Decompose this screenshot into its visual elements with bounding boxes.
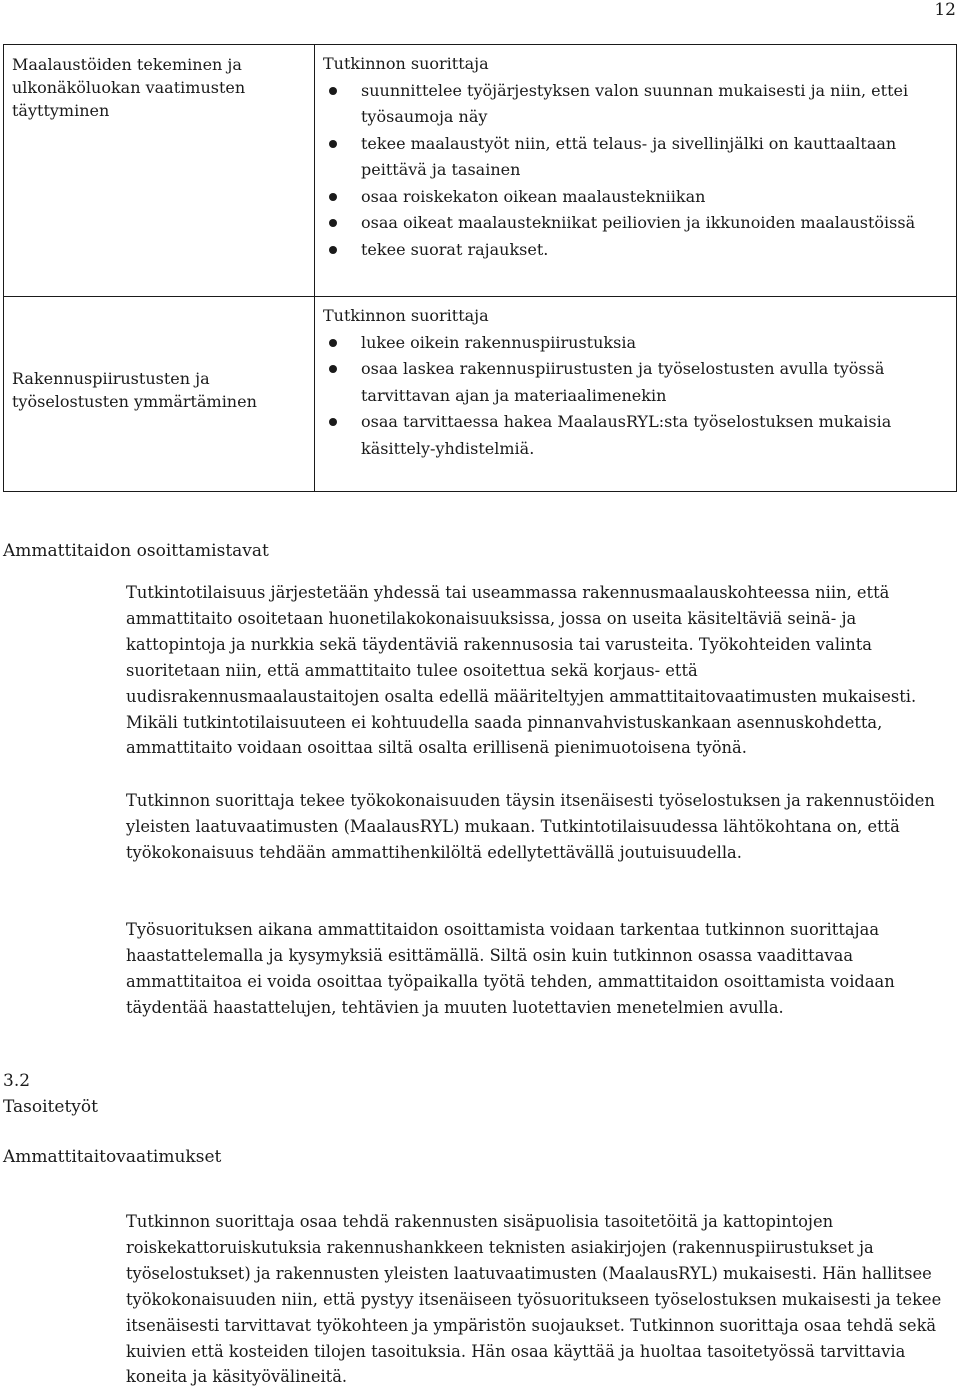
criteria-content-cell [315,45,957,297]
body-paragraph [126,788,948,866]
criteria-bullet: tekee maalaustyöt niin, että telaus- ja sivellinjälki on kauttaaltaan peittävä ja tasainen [323,131,948,184]
criteria-bullet-list [323,78,948,264]
criteria-heading: Tutkinnon suorittaja [323,54,489,73]
criteria-bullet: osaa roiskekaton oikean maalaustekniikan [323,184,948,211]
criteria-table [3,44,957,492]
criteria-row [4,45,957,297]
criteria-label: Maalaustöiden tekeminen ja ulkonäköluokan vaatimusten täyttyminen [12,55,246,120]
page-number: 12 [934,0,956,20]
section-title: Tasoitetyöt [3,1097,98,1117]
section-heading: Ammattitaidon osoittamistavat [3,541,269,561]
subsection-heading: Ammattitaitovaatimukset [3,1147,222,1167]
criteria-bullet: tekee suorat rajaukset. [323,237,948,264]
criteria-bullet: osaa laskea rakennuspiirustusten ja työselostusten avulla työssä tarvittavan ajan ja materiaalimenekin [323,356,948,409]
paragraph-text: Tutkinnon suorittaja tekee työkokonaisuuden täysin itsenäisesti työselostuksen ja rakennustöiden yleisten laatuvaatimusten (MaalausRYL) mukaan. Tutkintotilaisuudessa lähtökohtana on, että työkokonaisuus tehdään ammattihenkilöltä edellytettävällä joutuisuudella. [126,791,935,862]
body-paragraph [126,580,948,761]
criteria-label: Rakennuspiirustusten ja työselostusten ymmärtäminen [12,369,257,411]
criteria-bullet: osaa oikeat maalaustekniikat peiliovien ja ikkunoiden maalaustöissä [323,210,948,237]
criteria-bullet: lukee oikein rakennuspiirustuksia [323,330,948,357]
criteria-heading: Tutkinnon suorittaja [323,306,489,325]
criteria-row [4,297,957,492]
criteria-content-cell [315,297,957,492]
body-paragraph [126,917,948,1021]
paragraph-text: Tutkintotilaisuus järjestetään yhdessä tai useammassa rakennusmaalauskohteessa niin, että ammattitaito osoitetaan huonetilakokonaisuuksissa, jossa on useita käsiteltäviä seinä- ja kattopintoja ja nurkkia sekä täydentäviä rakennusosia tai varusteita. Työkohteiden valinta suoritetaan niin, että ammattitaito tulee osoitettua sekä korjaus- että uudisrakennusmaalaustaitojen osalta edellä määriteltyjen ammattitaitovaatimusten mukaisesti. Mikäli tutkintotilaisuuteen ei kohtuudella saada pinnanvahvistuskankaan asennuskohdetta, ammattitaito voidaan osoittaa siltä osalta erillisenä pienimuotoisena työnä. [126,583,917,758]
criteria-bullet-list [323,330,948,463]
body-paragraph [126,1209,948,1390]
criteria-bullet: suunnittelee työjärjestyksen valon suunnan mukaisesti ja niin, ettei työsaumoja näy [323,78,948,131]
paragraph-text: Tutkinnon suorittaja osaa tehdä rakennusten sisäpuolisia tasoitetöitä ja kattopintojen roiskekattoruiskutuksia rakennushankkeen teknisten asiakirjojen (rakennuspiirustukset ja työselostukset) ja rakennusten yleisten laatuvaatimusten (MaalausRYL) mukaisesti. Hän hallitsee työkokonaisuuden niin, että pystyy itsenäiseen työsuoritukseen työselostuksen mukaisesti ja tekee itsenäisesti tarvittavat työkohteen ja ympäristön suojaukset. Tutkinnon suorittaja osaa tehdä sekä kuivien että kosteiden tilojen tasoituksia. Hän osaa käyttää ja huoltaa tasoitetyössä tarvittavia koneita ja käsityövälineitä. [126,1212,942,1387]
criteria-label-cell [4,297,315,492]
paragraph-text: Työsuorituksen aikana ammattitaidon osoittamista voidaan tarkentaa tutkinnon suorittajaa haastattelemalla ja kysymyksiä esittämällä. Siltä osin kuin tutkinnon osassa vaadittavaa ammattitaitoa ei voida osoittaa työpaikalla työtä tehden, ammattitaidon osoittamista voidaan täydentää haastattelujen, tehtävien ja muuten luotettavien menetelmien avulla. [126,920,895,1017]
section-number: 3.2 [3,1071,31,1091]
criteria-bullet: osaa tarvittaessa hakea MaalausRYL:sta työselostuksen mukaisia käsittely-yhdistelmiä. [323,409,948,462]
criteria-label-cell [4,45,315,297]
